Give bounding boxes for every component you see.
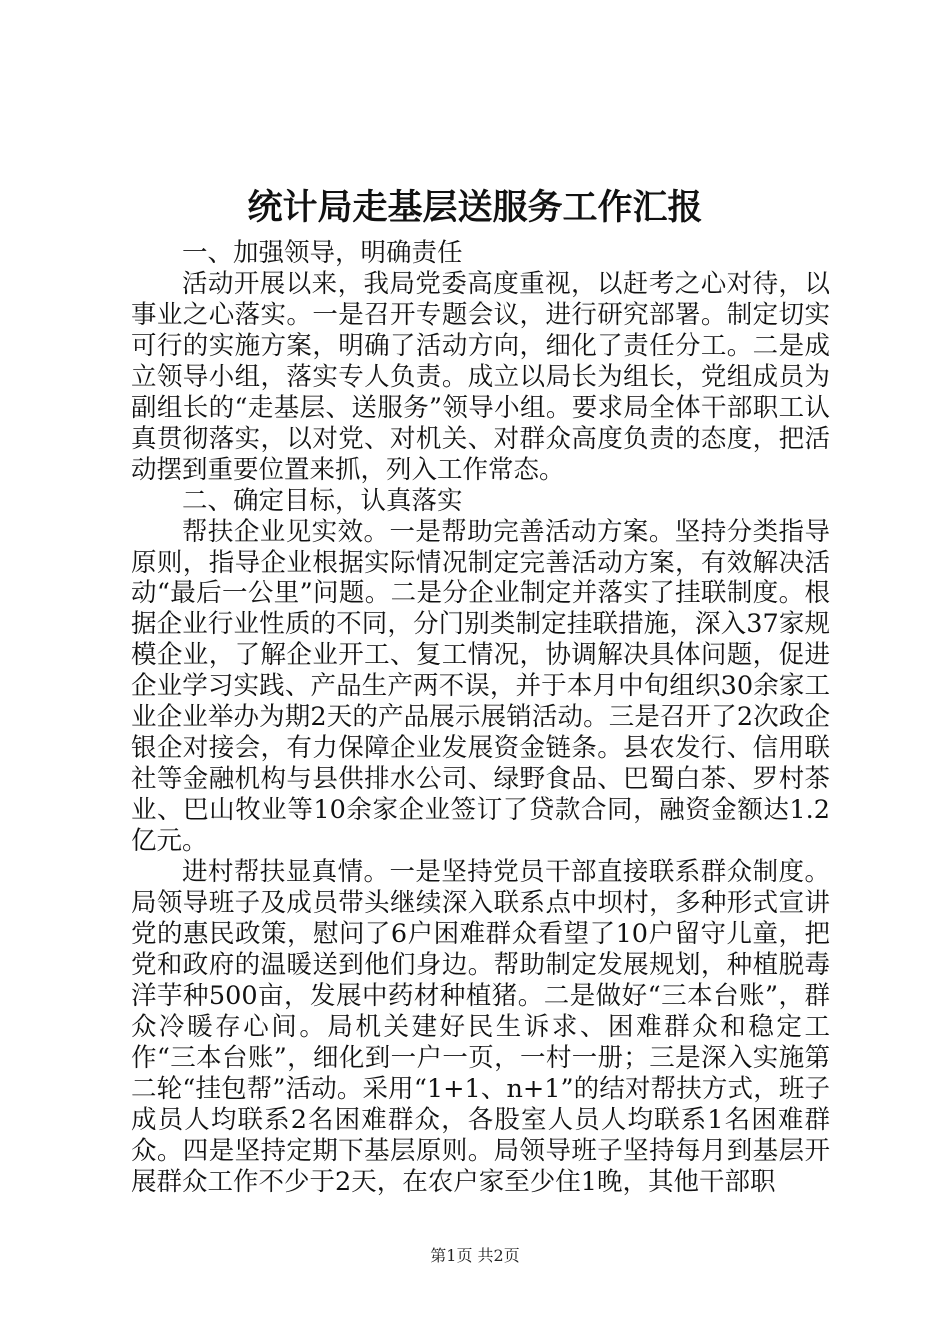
paragraph-village-support: 进村帮扶显真情。一是坚持党员干部直接联系群众制度。局领导班子及成员带头继续深入联系点中坝村，多种形式宣讲党的惠民政策，慰问了6户困难群众看望了10户留守儿童，把党和政府的温暖送到他们身边。帮助制定发展规划，种植脱毒洋芋种500亩，发展中药材种植猪。二是做好“三本台账”，群众冷暖存心间。局机关建好民生诉求、困难群众和稳定工作“三本台账”，细化到一户一页，一村一册；三是深入实施第二轮“挂包帮”活动。采用“1+1、n+1”的结对帮扶方式，班子成员人均联系2名困难群众，各股室人员人均联系1名困难群众。四是坚持定期下基层原则。局领导班子坚持每月到基层开展群众工作不少于2天，在农户家至少住1晚，其他干部职 xyxy=(131,857,830,1197)
section-heading-2: 二、确定目标，认真落实 xyxy=(182,485,463,516)
paragraph-enterprise-support: 帮扶企业见实效。一是帮助完善活动方案。坚持分类指导原则，指导企业根据实际情况制定完善活动方案，有效解决活动“最后一公里”问题。二是分企业制定并落实了挂联制度。根据企业行业性质的不同，分门别类制定挂联措施，深入37家规模企业，了解企业开工、复工情况，协调解决具体问题，促进企业学习实践、产品生产两不误，并于本月中旬组织30余家工业企业举办为期2天的产品展示展销活动。三是召开了2次政企银企对接会，有力保障企业发展资金链条。县农发行、信用联社等金融机构与县供排水公司、绿野食品、巴蜀白茶、罗村茶业、巴山牧业等10余家企业签订了贷款合同，融资金额达1.2亿元。 xyxy=(131,516,830,857)
page-footer: 第1页 共2页 xyxy=(430,1246,520,1265)
document-body xyxy=(131,238,830,1198)
section-heading-1: 一、加强领导，明确责任 xyxy=(182,238,463,268)
document-title: 统计局走基层送服务工作汇报 xyxy=(247,188,703,228)
paragraph-leadership: 活动开展以来，我局党委高度重视，以赶考之心对待，以事业之心落实。一是召开专题会议，进行研究部署。制定切实可行的实施方案，明确了活动方向，细化了责任分工。二是成立领导小组，落实专人负责。成立以局长为组长，党组成员为副组长的“走基层、送服务”领导小组。要求局全体干部职工认真贯彻落实，以对党、对机关、对群众高度负责的态度，把活动摆到重要位置来抓，列入工作常态。 xyxy=(131,268,830,485)
